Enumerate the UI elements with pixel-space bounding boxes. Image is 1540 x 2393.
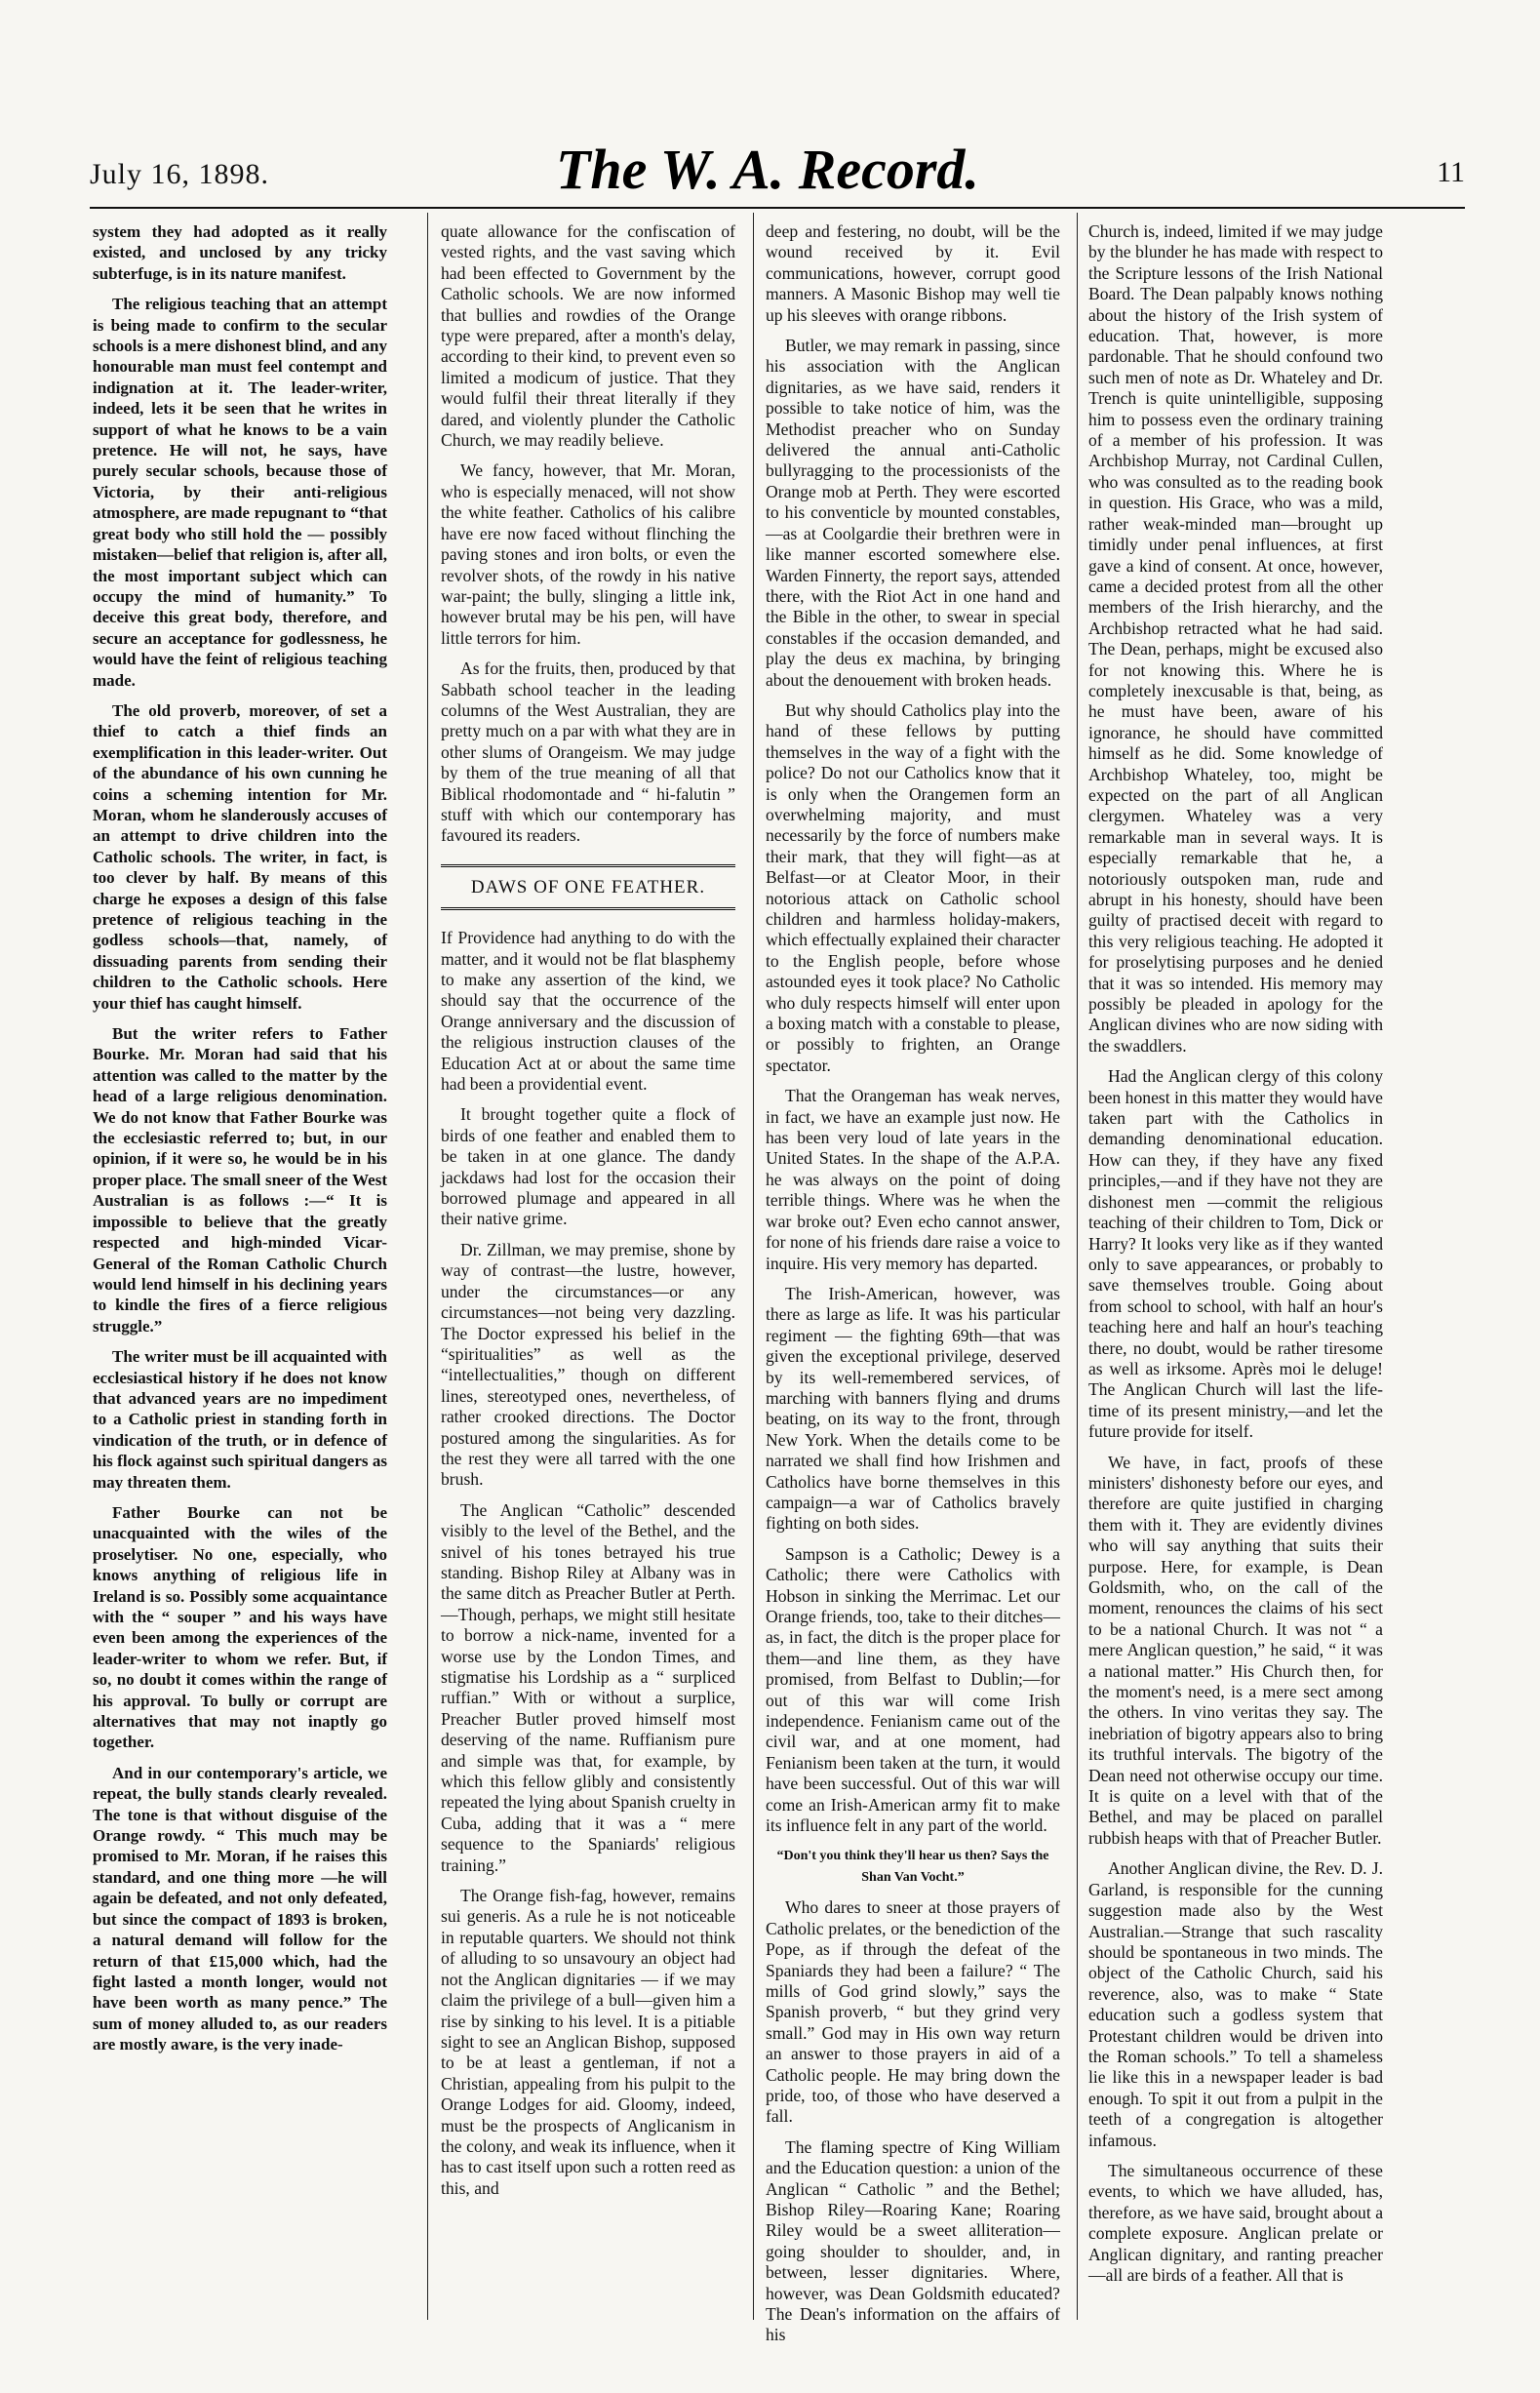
column-3 xyxy=(766,221,1065,2356)
paragraph: The flaming spectre of King William and the Education question: a union of the Anglican “ Catholic ” and the Bethel; Bishop Riley—Roaring Kane; Roaring Riley would be a sweet alliteration—going shoulder to shoulder, and, in between, lesser dignitaries. Where, however, was Dean Goldsmith educated? The Dean's information on the affairs of his xyxy=(766,2136,1065,2345)
column-4 xyxy=(1088,221,1388,2295)
issue-date: July 16, 1898. xyxy=(90,158,270,190)
verse-quote: “Don't you think they'll hear us then? Says the Shan Van Vocht.” xyxy=(776,1849,1049,1885)
paragraph: We have, in fact, proofs of these ministers' dishonesty before our eyes, and therefore are quite justified in charging them with it. They are evidently divines who will say anything that suits their purpose. Here, for example, is Dean Goldsmith, who, on the call of the moment, renounces the claims of his sect to be a national Church. It was not “ a mere Anglican question,” he said, “ it was a national matter.” His Church then, for the moment's need, is a mere sect among the others. In vino veritas they say. The inebriation of bigotry appears also to bring its truthful intervals. The bigotry of the Dean need not otherwise occupy our time. It is quite on a level with that of the Bethel, and may be placed on parallel rubbish heaps with that of Preacher Butler. xyxy=(1088,1452,1388,1848)
paragraph: It brought together quite a flock of birds of one feather and enabled them to be taken in at one glance. The dandy jackdaws had lost for the occasion their borrowed plumage and appeared in all their native grime. xyxy=(441,1104,740,1229)
paragraph: That the Orangeman has weak nerves, in fact, we have an example just now. He has been very loud of late years in the United States. In the shape of the A.P.A. he was always on the point of doing terrible things. Where was he when the war broke out? Even echo cannot answer, for none of his friends dare raise a voice to inquire. His very memory has departed. xyxy=(766,1086,1065,1273)
paragraph: deep and festering, no doubt, will be the wound received by it. Evil communications, however, corrupt good manners. A Masonic Bishop may well tie up his sleeves with orange ribbons. xyxy=(766,221,1065,325)
masthead xyxy=(90,137,1465,205)
paragraph: But the writer refers to Father Bourke. Mr. Moran had said that his attention was called to the matter by the head of a large religious denomination. We do not know that Father Bourke was the ecclesiastic referred to; but, in our opinion, if it were so, he would be in his proper place. The small sneer of the West Australian is as follows :—“ It is impossible to believe that the greatly respected and high-minded Vicar-General of the Roman Catholic Church would lend himself in his declining years to kindle the fires of a fierce religious struggle.” xyxy=(93,1024,392,1336)
paragraph: Who dares to sneer at those prayers of Catholic prelates, or the benediction of the Pope, as if through the defeat of the Spaniards they had been a failure? “ The mills of God grind slowly,” says the Spanish proverb, “ but they grind very small.” God may in His own way return an answer to those prayers in aid of a Catholic people. He may bring down the pride, too, of those who have deserved a fall. xyxy=(766,1897,1065,2127)
paragraph: The Anglican “Catholic” descended visibly to the level of the Bethel, and the snivel of his tones betrayed his true standing. Bishop Riley at Albany was in the same ditch as Preacher Butler at Perth.—Though, perhaps, we might still hesitate to borrow a nick-name, invented for a worse use by the London Times, and stigmatise his Lordship as a “ surpliced ruffian.” With or without a surplice, Preacher Butler proved himself most deserving of the name. Ruffianism pure and simple was that, for example, by which this fellow glibly and consistently repeated the lying about Spanish cruelty in Cuba, adding that it was a “ mere sequence to the Spaniards' religious training.” xyxy=(441,1499,740,1875)
paragraph: The writer must be ill acquainted with ecclesiastical history if he does not know that advanced years are no impediment to a Catholic priest in standing forth in vindication of the truth, or in defence of his flock against such spiritual dangers as may threaten them. xyxy=(93,1347,392,1492)
column-divider xyxy=(1077,213,1078,2320)
paragraph: As for the fruits, then, produced by that Sabbath school teacher in the leading columns of the West Australian, they are pretty much on a par with what they are in other slums of Orangeism. We may judge by them of the true meaning of all that Biblical rhodomontade and “ hi-falutin ” stuff with which our contemporary has favoured its readers. xyxy=(441,658,740,846)
paragraph: Butler, we may remark in passing, since his association with the Anglican dignitaries, as we have said, renders it possible to take notice of him, was the Methodist preacher who on Sunday delivered the annual anti-Catholic bullyragging to the processionists of the Orange mob at Perth. They were escorted to his conventicle by mounted constables,—as at Coolgardie their brethren were in like manner escorted somewhere else. Warden Finnerty, the report says, attended there, with the Riot Act in one hand and the Bible in the other, to swear in special constables if the occasion demanded, and play the deus ex machina, by bringing about the denouement with broken heads. xyxy=(766,336,1065,690)
header-rule xyxy=(90,207,1465,209)
paragraph: But why should Catholics play into the hand of these fellows by putting themselves in the way of a fight with the police? Do not our Catholics know that it is only when the Orangemen form an overwhelming majority, and must necessarily by the force of numbers make their mark, that they will fight—as at Belfast—or at Cleator Moor, in their notorious attack on Catholic school children and harmless holiday-makers, which effectually explained their character to the English people, before whose astounded eyes it took place? No Catholic who duly respects himself will enter upon a boxing match with a constable to please, or possibly to frighten, an Orange spectator. xyxy=(766,699,1065,1075)
column-divider xyxy=(753,213,754,2320)
paragraph: The old proverb, moreover, of set a thief to catch a thief finds an exemplification in this leader-writer. Out of the abundance of his own cunning he coins a scheming intention for Mr. Moran, whom he slanderously accuses of an attempt to drive children into the Catholic schools. The writer, in fact, is too clever by half. By means of this charge he exposes a design of this false pretence of religious teaching in the godless schools—that, namely, of dissuading parents from sending their children to the Catholic schools. Here your thief has caught himself. xyxy=(93,700,392,1013)
paragraph: Dr. Zillman, we may premise, shone by way of contrast—the lustre, however, under the circumstances—or any circumstances—not being very dazzling. The Doctor expressed his belief in the “spiritualities” as well as the “intellectualities,” though on different lines, stereotyped ones, nevertheless, of rather crooked directions. The Doctor postured among the singularities. As for the rest they were all tarred with the one brush. xyxy=(441,1239,740,1490)
paragraph: Church is, indeed, limited if we may judge by the blunder he has made with respect to the Scripture lessons of the Irish National Board. The Dean palpably knows nothing about the history of the Irish system of education. That, however, is more pardonable. That he should confound two such men of note as Dr. Whateley and Dr. Trench is quite unintelligible, supposing him to possess even the ordinary training of a member of his profession. It was Archbishop Murray, not Cardinal Cullen, who was consulted as to the reading book in question. His Grace, who was a mild, rather weak-minded man—brought up timidly under penal influences, at first gave a kind of consent. At once, however, came a decided protest from all the other members of the Irish hierarchy, and the Archbishop retracted what he had said. The Dean, perhaps, might be excused also for not knowing this. Where he is completely inexcusable is that, being, as he must have been, aware of his ignorance, he should have committed himself as he did. Some knowledge of Archbishop Whateley, too, might be expected on the part of all Anglican clergymen. Whateley was a very remarkable man in several ways. It is especially remarkable that he, a notoriously outspoken man, rude and abrupt in his honesty, should have been guilty of practised deceit with regard to this very religious teaching. He adopted it for proselytising purposes and he denied that it was so intended. His memory may possibly be pleaded in apology for the Anglican divines who are now siding with the swaddlers. xyxy=(1088,221,1388,1056)
paragraph: The religious teaching that an attempt is being made to confirm to the secular schools is a mere dishonest blind, and any honourable man must feel contempt and indignation at it. The leader-writer, indeed, lets it be seen that he writes in support of what he knows to be a vain pretence. He will not, he says, have purely secular schools, because those of Victoria, by their anti-religious atmosphere, are made repugnant to “that great body who still hold the — possibly mistaken—belief that religion is, after all, the most important subject which can occupy the mind of humanity.” To deceive this great body, therefore, and secure an acceptance for godlessness, he would have the feint of religious teaching made. xyxy=(93,295,392,690)
paragraph: The Orange fish-fag, however, remains sui generis. As a rule he is not noticeable in reputable quarters. We should not think of alluding to so unsavoury an object had not the Anglican dignitaries — if we may claim the privilege of a bull—given him a rise by sinking to his level. It is a pitiable sight to see an Anglican Bishop, supposed to be at least a gentleman, if not a Christian, appealing from his pulpit to the Orange Lodges for aid. Gloomy, indeed, must be the prospects of Anglicanism in the colony, and weak its influence, when it has to cast itself upon such a rotten reed as this, and xyxy=(441,1886,740,2198)
paragraph: Another Anglican divine, the Rev. D. J. Garland, is responsible for the cunning suggestion made also by the West Australian.—Strange that such rascality should be spontaneous in two minds. The object of the Catholic Church, said his reverence, also, was to make “ State education such a godless system that Protestant children would be driven into the Roman schools.” To tell a shameless lie like this in a newspaper leader is bad enough. To spit it out from a pulpit in the teeth of a congregation is altogether infamous. xyxy=(1088,1858,1388,2150)
paragraph: Father Bourke can not be unacquainted with the wiles of the proselytiser. No one, especially, who knows anything of religious life in Ireland is so. Possibly some acquaintance with the “ souper ” and his ways have even been among the experiences of the leader-writer to whom we refer. But, if so, no doubt it comes within the range of his approval. To bully or corrupt are alternatives that may not inaptly go together. xyxy=(93,1502,392,1752)
column-divider xyxy=(427,213,428,2320)
paragraph: Had the Anglican clergy of this colony been honest in this matter they would have taken part with the Catholics in demanding denominational education. How can they, if they have any fixed principles,—and if they have not they are dishonest men —commit the religious teaching of their children to Tom, Dick or Harry? It looks very like as if they wanted only to save appearances, or probably to save themselves trouble. Going about from school to school, with half an hour's teaching here and half an hour's teaching there, no doubt, would be rather tiresome as well as irksome. Après moi le deluge! The Anglican Church will last the life-time of its present ministry,—and let the future provide for itself. xyxy=(1088,1066,1388,1442)
paragraph: quate allowance for the confiscation of vested rights, and the vast saving which had been effected to Government by the Catholic schools. We are now informed that bullies and rowdies of the Orange type were prepared, after a month's delay, according to their kind, to prevent even so limited a modicum of justice. That they would fulfil their threat literally if they dared, and violently plunder the Catholic Church, we may readily believe. xyxy=(441,221,740,451)
paragraph: If Providence had anything to do with the matter, and it would not be flat blasphemy to make any assertion of the kind, we should say that the occurrence of the Orange anniversary and the discussion of the religious instruction clauses of the Education Act at or about the same time had been a providential event. xyxy=(441,928,740,1095)
paragraph: The Irish-American, however, was there as large as life. It was his particular regiment — the fighting 69th—that was given the exceptional privilege, deserved by its well-remembered services, of marching with banners flying and drums beating, on its way to the front, through New York. When the details come to be narrated we shall find how Irishmen and Catholics have borne themselves in this campaign—a war of Catholics bravely fighting on both sides. xyxy=(766,1283,1065,1534)
paragraph: And in our contemporary's article, we repeat, the bully stands clearly revealed. The tone is that without disguise of the Orange rowdy. “ This much may be promised to Mr. Moran, if he raises this standard, and one thing more —he will again be defeated, and not only defeated, but since the compact of 1893 is broken, a natural demand will follow for the return of that £15,000 which, had the fight lasted a month longer, would not have been worth as many pence.” The sum of money alluded to, as our readers are mostly aware, is the very inade- xyxy=(93,1763,392,2054)
page-number: 11 xyxy=(1437,156,1465,188)
paragraph: The simultaneous occurrence of these events, to which we have alluded, has, therefore, as we have said, brought about a complete exposure. Anglican prelate or Anglican dignitary, and ranting preacher—all are birds of a feather. All that is xyxy=(1088,2160,1388,2285)
paragraph: We fancy, however, that Mr. Moran, who is especially menaced, will not show the white feather. Catholics of his calibre have ere now faced without flinching the paving stones and iron bolts, or even the revolver shots, of the rowdy in his native war-paint; the bully, slinging a little ink, however brutal may be his pen, will have little terrors for him. xyxy=(441,460,740,648)
article-heading: DAWS OF ONE FEATHER. xyxy=(441,864,735,910)
column-2 xyxy=(441,221,740,2209)
column-1 xyxy=(93,221,392,2065)
newspaper-title: The W. A. Record. xyxy=(556,138,979,201)
paragraph: Sampson is a Catholic; Dewey is a Catholic; there were Catholics with Hobson in sinking the Merrimac. Let our Orange friends, too, take to their ditches—as, in fact, the ditch is the proper place for them—and line them, as they have promised, from Belfast to Dublin;—for out of this war will come Irish independence. Fenianism came out of the civil war, and at one moment, had Fenianism been taken at the turn, it would have been successful. Out of this war will come an Irish-American army fit to make its influence felt in any part of the world. xyxy=(766,1543,1065,1836)
paragraph: system they had adopted as it really existed, and unclosed by any tricky subterfuge, is in its nature manifest. xyxy=(93,222,392,283)
